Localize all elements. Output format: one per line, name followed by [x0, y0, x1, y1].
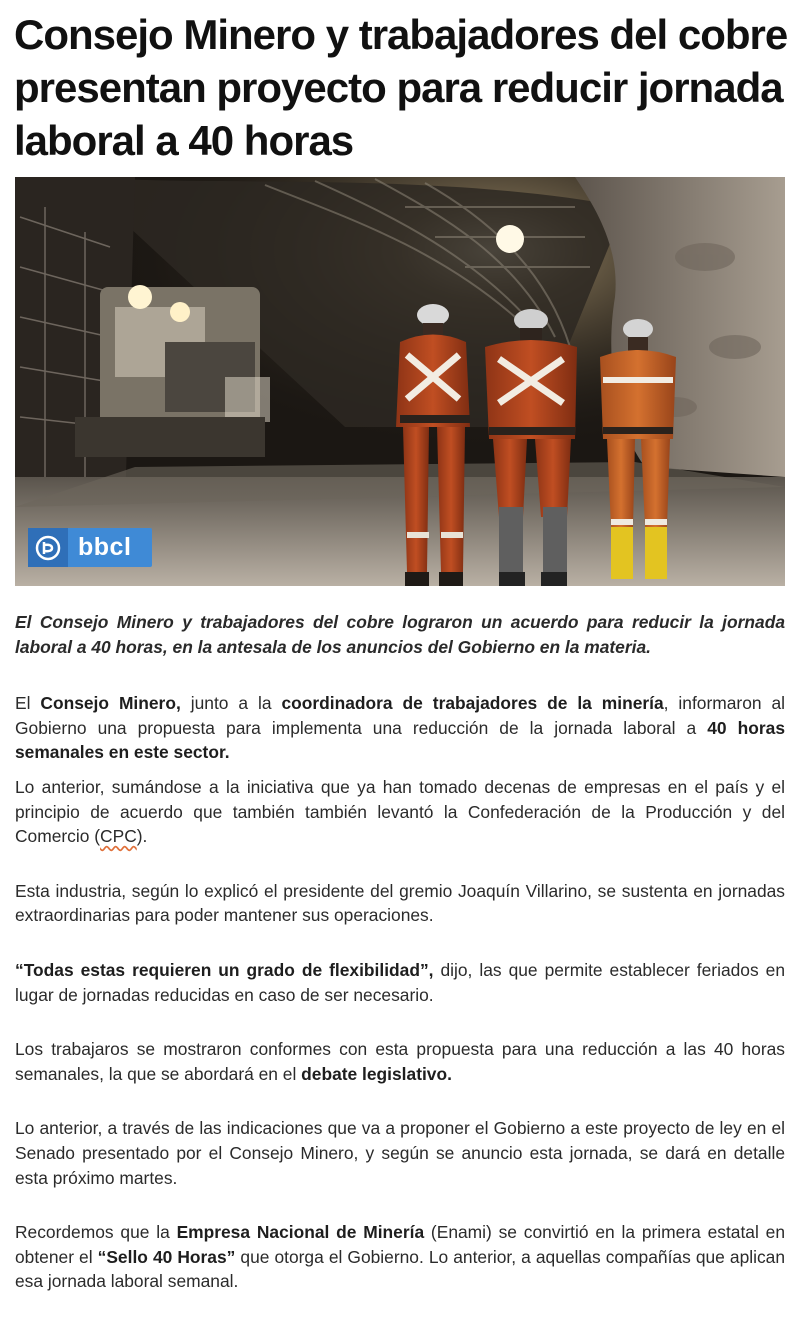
text-run: El [15, 693, 41, 714]
bbcl-logo-text: bbcl [78, 533, 132, 561]
text-run: ). [136, 826, 148, 847]
text-run: dijo, las que permite establecer feriados en lugar de jornadas reducidas en caso de ser necesario. [15, 959, 785, 1005]
text-run: (Enami) se convirtió en la primera estatal en obtener el [15, 1222, 785, 1267]
spellcheck-underlined-word: CPC [100, 826, 137, 847]
paragraph-5 [15, 1037, 785, 1086]
paragraph-3: Esta industria, según lo explicó el presidente del gremio Joaquín Villarino, se sustenta en jornadas extraordinarias para poder mantener sus operaciones. [15, 880, 785, 926]
bold-quote: “Todas estas requieren un grado de flexibilidad”, [15, 959, 434, 980]
text-run: Lo anterior, sumándose a la iniciativa que ya han tomado decenas de empresas en el país y el principio de acuerdo que también también levantó la Confederación de la Producción y del Comercio ( [15, 776, 785, 847]
paragraph-2 [15, 775, 785, 849]
text-run: , informaron al Gobierno una propuesta para implementa una reducción de la jornada laboral a [15, 693, 786, 738]
bold-run: coordinadora de trabajadores de la minería [281, 693, 664, 714]
hero-photo-mine-workers [15, 177, 785, 586]
bbcl-logo-icon [28, 528, 68, 567]
bold-run: 40 horas semanales en este sector. [15, 717, 785, 763]
bold-run: Empresa Nacional de Minería [176, 1222, 425, 1243]
bold-run: Consejo Minero, [40, 693, 181, 714]
bold-quote: “Sello 40 Horas” [97, 1246, 236, 1267]
paragraph-6: Lo anterior, a través de las indicaciones que va a proponer el Gobierno a este proyecto de ley en el Senado presentado por el Consejo Minero, y según se anuncio esta jornada, se dará en detalle esta próximo martes. [15, 1118, 785, 1188]
paragraph-7 [15, 1220, 785, 1294]
text-run: Los trabajaros se mostraron conformes con esta propuesta para una reducción a las 40 horas semanales, la que se abordará en el [15, 1039, 785, 1084]
article-body [15, 610, 785, 1294]
text-run: junto a la [180, 693, 282, 714]
bold-run: debate legislativo. [301, 1063, 452, 1084]
paragraph-1 [15, 691, 785, 765]
mine-tunnel-illustration [15, 177, 785, 586]
text-run: que otorga el Gobierno. Lo anterior, a aquellas compañías que aplican esa jornada laboral semanal. [15, 1246, 786, 1292]
paragraph-4 [15, 958, 785, 1007]
article-headline: Consejo Minero y trabajadores del cobre presentan proyecto para reducir jornada laboral a 40 horas [14, 11, 788, 164]
bbcl-watermark-badge [28, 528, 152, 567]
text-run: Recordemos que la [15, 1222, 177, 1243]
article-lead: El Consejo Minero y trabajadores del cobre lograron un acuerdo para reducir la jornada laboral a 40 horas, en la antesala de los anuncios del Gobierno en la materia. [15, 612, 785, 657]
